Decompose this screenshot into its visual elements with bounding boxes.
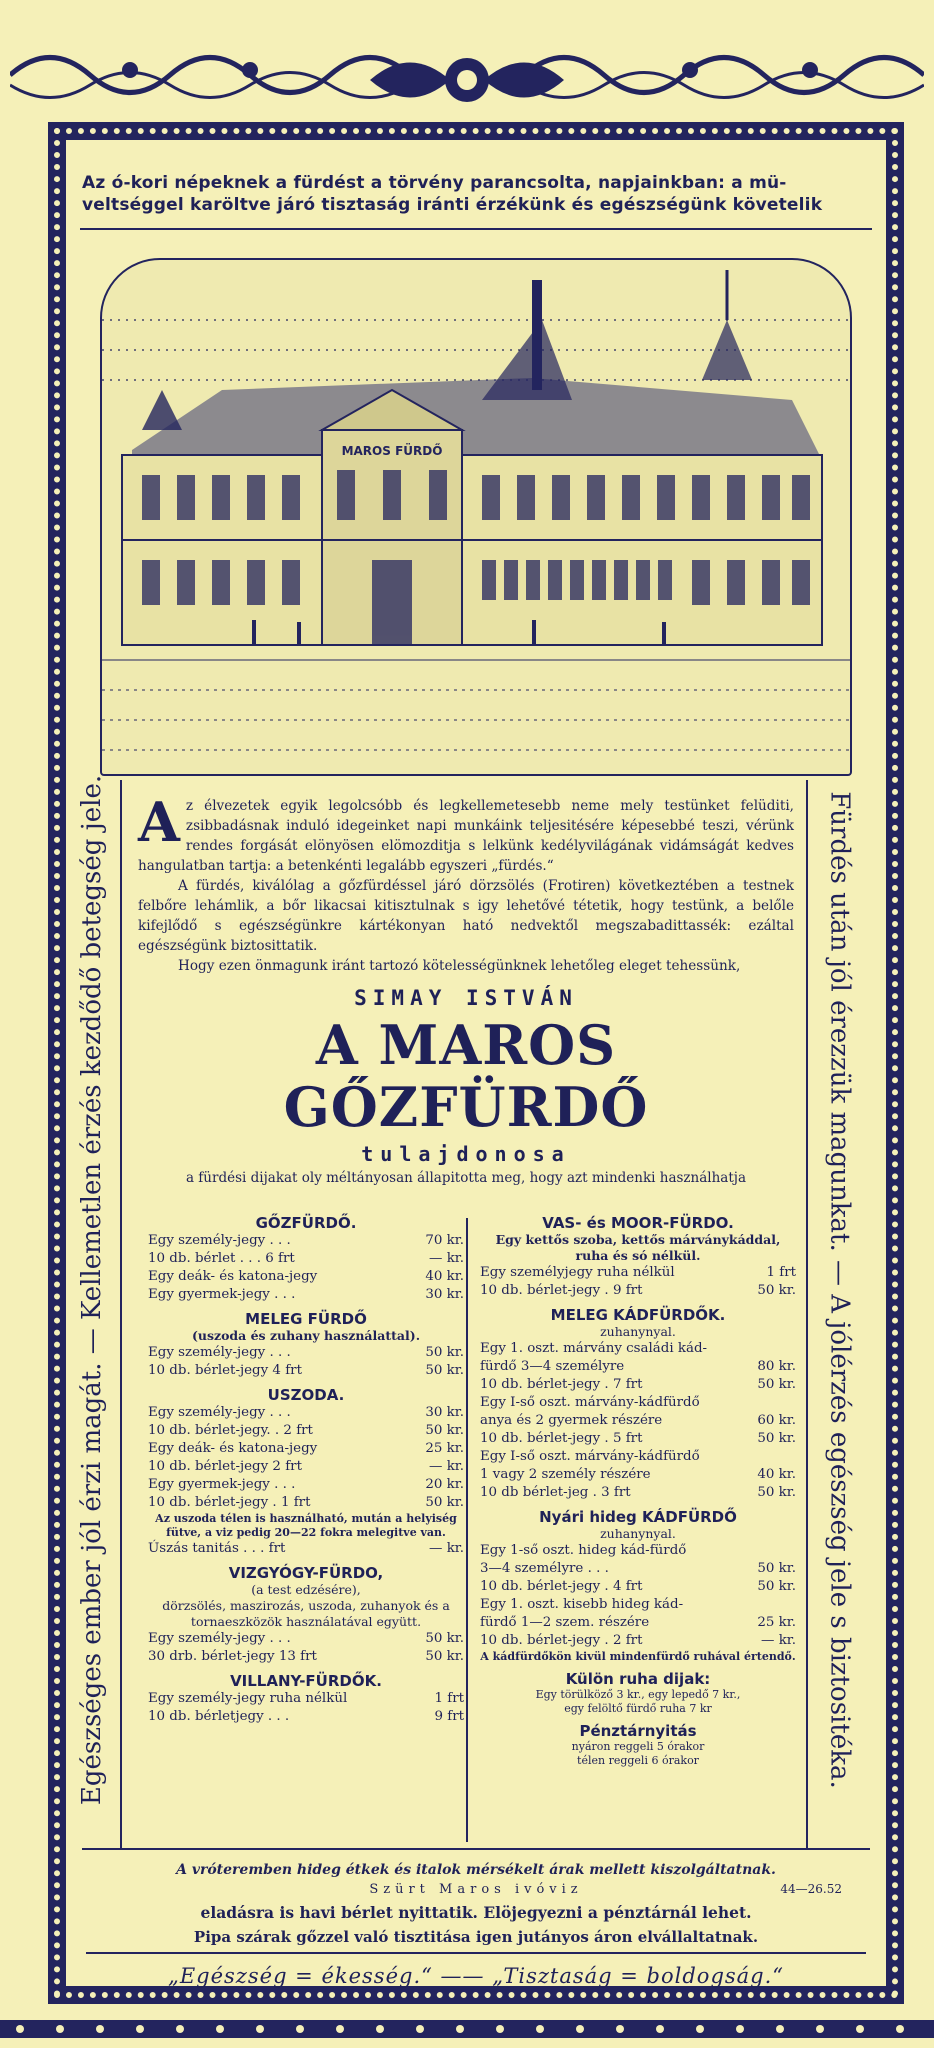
price-item: 3—4 személyre . . . [480, 1561, 609, 1576]
right-column-rule [806, 780, 808, 1850]
price-item: Egy személy-jegy . . . [148, 1345, 291, 1360]
section-nyari-hideg: Nyári hideg KÁDFÜRDŐ [539, 1508, 737, 1526]
price-value: 50 kr. [757, 1485, 796, 1500]
price-value: 50 kr. [757, 1579, 796, 1594]
building-illustration [102, 260, 850, 774]
price-item: anya és 2 gyermek részére [480, 1413, 663, 1428]
price-value: 1 frt [434, 1691, 464, 1706]
price-item: 10 db. bérlet-jegy . 2 frt [480, 1633, 643, 1648]
intro-paragraph-1 [138, 790, 794, 876]
price-item: Egy gyermek-jegy . . . [148, 1477, 296, 1492]
price-value: 30 kr. [425, 1287, 464, 1302]
headline-line-1: Az ó-kori népeknek a fürdést a törvény parancsolta, napjainkban: a mü- [82, 173, 787, 193]
right-side-slogan [818, 780, 862, 1800]
meleg-furdo-subtitle: (uszoda és zuhany használattal). [191, 1328, 421, 1343]
price-item: Egy 1. oszt. kisebb hideg kád- [480, 1597, 684, 1612]
price-value: 50 kr. [425, 1423, 464, 1438]
price-value: 9 frt [434, 1709, 464, 1724]
price-row [148, 1648, 464, 1666]
kadfurdo-note: A kádfürdőkön kivül mindenfürdő ruhával értendő. [480, 1650, 796, 1663]
price-row [148, 1708, 464, 1726]
price-item: Egy deák- és katona-jegy [148, 1441, 318, 1456]
section-meleg-kadfurdok: MELEG KÁDFÜRDŐK. [550, 1306, 726, 1324]
price-row [480, 1578, 796, 1596]
brand-title: A MAROS GŐZFÜRDŐ [283, 1013, 649, 1139]
main-text [138, 790, 794, 1186]
meleg-furdo-prices [148, 1344, 464, 1380]
price-item: Egy személy-jegy . . . [148, 1405, 291, 1420]
price-row [480, 1596, 796, 1614]
price-item: Egy gyermek-jegy . . . [148, 1287, 296, 1302]
price-value: 1 frt [766, 1265, 796, 1280]
price-item: 10 db. bérlet-jegy . 7 frt [480, 1377, 643, 1392]
ruha-dijak-line-2: egy felöltő fürdő ruha 7 kr [564, 1702, 712, 1715]
price-value: 50 kr. [425, 1363, 464, 1378]
price-value: 60 kr. [757, 1413, 796, 1428]
price-list [138, 1208, 794, 1844]
owner-caption: tulajdonosa [361, 1142, 571, 1166]
drop-cap: A [138, 790, 180, 854]
headline-line-2: veltséggel karöltve járó tisztaság iránti érzékünk és egészségünk követelik [82, 195, 823, 215]
price-row [148, 1690, 464, 1708]
price-row [480, 1340, 796, 1358]
price-row [480, 1430, 796, 1448]
vizgyogy-prices [148, 1630, 464, 1666]
price-row [480, 1614, 796, 1632]
owner-name: SIMAY ISTVÁN [354, 986, 578, 1010]
footer-line-2 [82, 1882, 870, 1897]
price-row [148, 1362, 464, 1380]
price-item: Úszás tanitás . . . frt [148, 1541, 286, 1556]
price-value: 25 kr. [757, 1615, 796, 1630]
building-sign: MAROS FÜRDŐ [341, 444, 443, 458]
section-gozfurdo: GŐZFÜRDŐ. [255, 1214, 357, 1232]
footer [82, 1850, 870, 1988]
price-row [480, 1448, 796, 1466]
vas-moor-prices [480, 1264, 796, 1300]
price-row [148, 1250, 464, 1268]
price-item: Egy személy-jegy . . . [148, 1631, 291, 1646]
price-value: 25 kr. [425, 1441, 464, 1456]
price-row [480, 1466, 796, 1484]
headline [82, 172, 870, 216]
price-item: Egy személy-jegy ruha nélkül [148, 1691, 348, 1706]
penztar-winter: télen reggeli 6 órakor [577, 1754, 699, 1767]
price-column-right [480, 1208, 796, 1768]
intro-paragraph-3 [138, 956, 794, 976]
price-row [148, 1232, 464, 1250]
meleg-kadfurdok-prices [480, 1340, 796, 1502]
price-value: 30 kr. [425, 1405, 464, 1420]
price-row [480, 1632, 796, 1650]
price-item: 10 db. bérlet-jegy. . 2 frt [148, 1423, 313, 1438]
price-row [480, 1358, 796, 1376]
intro-text-1: z élvezetek egyik legolcsóbb és legkellemetesebb neme mely testünket felüditi, zsibbadásnak induló idegeinket napi munkáink teljesitésére képesebbé teszi, vérünk rendes forgását elönyösen elömozditja s lelkünk kedélyvilágának vidámságát kedves hangulatban tartja: a betenkénti legalább egyszeri „fürdés.“ [138, 798, 794, 874]
price-value: 50 kr. [757, 1377, 796, 1392]
price-value: — kr. [429, 1251, 464, 1266]
bottom-ornament [0, 2010, 934, 2048]
footer-line-3: eladásra is havi bérlet nyittatik. Elöjegyezni a pénztárnál lehet. [200, 1903, 752, 1922]
price-item: 10 db. bérlet-jegy . 4 frt [480, 1579, 643, 1594]
ruha-dijak-line-1: Egy törülköző 3 kr., egy lepedő 7 kr., [535, 1688, 741, 1701]
section-penztarnyitas: Pénztárnyitás [579, 1722, 697, 1740]
price-value: 80 kr. [757, 1359, 796, 1374]
price-item: 10 db. bérlet-jegy . 9 frt [480, 1283, 643, 1298]
section-villany: VILLANY-FÜRDŐK. [230, 1672, 382, 1690]
footer-reference-number: 44—26.52 [780, 1882, 842, 1896]
section-uszoda: USZODA. [267, 1386, 345, 1404]
price-row [480, 1376, 796, 1394]
intro-text-2: A fürdés, kiválólag a gőzfürdéssel járó dörzsölés (Frotiren) következtében a testnek felbőre lehámlik, a bőr likacsai kitisztulnak s igy lehetővé tétetik, hogy testünk, a belőle kifejlődő s egészségünkre kártékonyan ható nedvektől megszabadittassék: ezáltal egészségünk biztosittatik. [138, 878, 794, 954]
price-row [148, 1458, 464, 1476]
price-row [148, 1344, 464, 1362]
price-value: 50 kr. [757, 1283, 796, 1298]
price-row [148, 1286, 464, 1304]
meleg-kadfurdok-subtitle: zuhanynyal. [600, 1324, 676, 1339]
price-row [148, 1494, 464, 1512]
section-ruha-dijak: Külön ruha dijak: [565, 1670, 711, 1688]
price-item: 1 vagy 2 személy részére [480, 1467, 651, 1482]
price-value: 50 kr. [757, 1561, 796, 1576]
price-item: 30 drb. bérlet-jegy 13 frt [148, 1649, 317, 1664]
section-meleg-furdo: MELEG FÜRDŐ [245, 1310, 367, 1328]
price-row [480, 1282, 796, 1300]
left-side-slogan-text: Egészséges ember jól érzi magát. — Kellemetlen érzés kezdődő betegség jele. [77, 774, 107, 1806]
price-item: 10 db. bérlet-jegy 2 frt [148, 1459, 302, 1474]
price-row [148, 1404, 464, 1422]
intro-paragraph-2 [138, 876, 794, 956]
price-value: — kr. [761, 1633, 796, 1648]
footer-rule-2 [86, 1952, 866, 1954]
price-value: 50 kr. [425, 1631, 464, 1646]
price-value: 40 kr. [757, 1467, 796, 1482]
price-item: Egy deák- és katona-jegy [148, 1269, 318, 1284]
price-item: 10 db. bérletjegy . . . [148, 1709, 290, 1724]
price-item: Egy I-ső oszt. márvány-kádfürdő [480, 1395, 700, 1410]
uszoda-note: Az uszoda télen is használható, mután a helyiség fütve, a viz pedig 20—22 fokra melegitve van. [155, 1512, 457, 1539]
price-column-left [148, 1208, 464, 1726]
price-item: fürdő 3—4 személyre [480, 1359, 625, 1374]
price-item: fürdő 1—2 szem. részére [480, 1615, 650, 1630]
price-row [480, 1412, 796, 1430]
price-value: 20 kr. [425, 1477, 464, 1492]
pricing-lead: a fürdési dijakat oly méltányosan állapitotta meg, hogy azt mindenki használhatja [185, 1170, 747, 1186]
price-item: 10 db. bérlet-jegy 4 frt [148, 1363, 302, 1378]
gozfurdo-prices [148, 1232, 464, 1304]
right-side-slogan-text: Fürdés után jól érezzük magunkat. — A jólérzés egészség jele s biztositéka. [825, 791, 856, 1789]
price-row [480, 1560, 796, 1578]
left-column-rule [120, 780, 122, 1850]
price-item: Egy 1-ső oszt. hideg kád-fürdő [480, 1543, 687, 1558]
price-row [148, 1476, 464, 1494]
footer-line-2-text: Szürt Maros ivóviz [369, 1882, 583, 1897]
price-row [148, 1630, 464, 1648]
price-value: 50 kr. [425, 1345, 464, 1360]
vas-moor-subtitle: Egy kettős szoba, kettős márványkáddal, ruha és só nélkül. [495, 1232, 781, 1263]
price-row [480, 1264, 796, 1282]
price-row [148, 1440, 464, 1458]
section-vas-moor: VAS- és MOOR-FÜRDO. [542, 1214, 734, 1232]
section-vizgyogy: VIZGYÓGY-FÜRDO, [228, 1564, 384, 1582]
penztar-summer: nyáron reggeli 5 órakor [571, 1740, 705, 1753]
price-row [148, 1268, 464, 1286]
price-row [148, 1422, 464, 1440]
price-column-divider [466, 1218, 468, 1842]
intro-text-3: Hogy ezen önmagunk iránt tartozó kötelességünknek lehetőleg eleget tehessünk, [178, 958, 741, 974]
uszas-tanitas-row [148, 1540, 464, 1558]
price-value: 70 kr. [425, 1233, 464, 1248]
bathhouse-engraving [100, 258, 852, 776]
nyari-hideg-prices [480, 1542, 796, 1650]
price-item: 10 db. bérlet-jegy . 1 frt [148, 1495, 311, 1510]
price-value: — kr. [429, 1541, 464, 1556]
price-item: 10 db bérlet-jeg . 3 frt [480, 1485, 631, 1500]
price-value: 40 kr. [425, 1269, 464, 1284]
footer-line-4: Pipa szárak gőzzel való tisztitása igen jutányos áron elvállaltatnak. [193, 1928, 759, 1946]
price-row [480, 1394, 796, 1412]
price-item: Egy személyjegy ruha nélkül [480, 1265, 675, 1280]
price-item: 10 db. bérlet . . . 6 frt [148, 1251, 295, 1266]
headline-rule [80, 228, 872, 230]
price-item: Egy 1. oszt. márvány családi kád- [480, 1341, 708, 1356]
price-item: 10 db. bérlet-jegy . 5 frt [480, 1431, 643, 1446]
left-side-slogan [70, 774, 114, 1806]
motto: „Egészség = ékesség.“ —— „Tisztaság = boldogság.“ [167, 1964, 785, 1988]
uszoda-prices [148, 1404, 464, 1512]
vizgyogy-subtitle: (a test edzésére), [251, 1582, 361, 1597]
price-item: Egy I-ső oszt. márvány-kádfürdő [480, 1449, 700, 1464]
price-value: 50 kr. [425, 1495, 464, 1510]
footer-line-1: A vróteremben hideg étkek és italok mérsékelt árak mellett kiszolgáltatnak. [176, 1862, 776, 1878]
top-ornament [10, 30, 924, 120]
price-value: 50 kr. [757, 1431, 796, 1446]
price-value: 50 kr. [425, 1649, 464, 1664]
price-value: — kr. [429, 1459, 464, 1474]
villany-prices [148, 1690, 464, 1726]
price-item: Egy személy-jegy . . . [148, 1233, 291, 1248]
price-row [480, 1542, 796, 1560]
price-row [480, 1484, 796, 1502]
vizgyogy-description: dörzsölés, maszirozás, uszoda, zuhanyok és a tornaeszközök használatával együtt. [162, 1598, 450, 1629]
nyari-hideg-subtitle: zuhanynyal. [600, 1526, 676, 1541]
